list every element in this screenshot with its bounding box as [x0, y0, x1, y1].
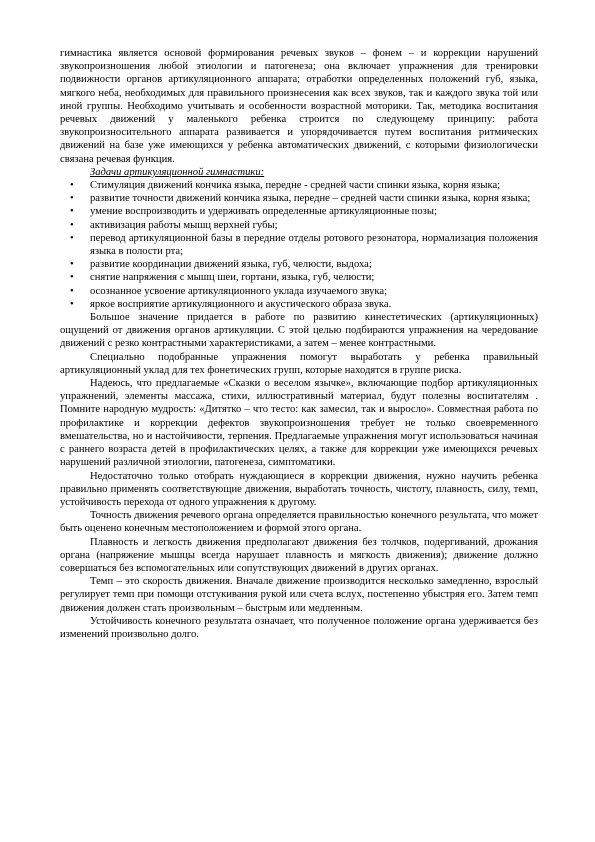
intro-paragraph: гимнастика является основой формирования речевых звуков – фонем – и коррекции нарушений звукопроизношения любой этиологии и патогенеза; она включает упражнения для тренировки подвижности органов артикуляционного аппарата; отработки определенных положений губ, языка, мягкого неба, необходимых для правильного произнесения как всех звуков, так и каждого звука той или иной группы. Необходимо учитывать и особенности возрастной моторики. Так, методика воспитания речевых движений у маленького ребенка строится по следующему принципу: работа звукопроизносительного аппарата развивается и упорядочивается путем воспитания ритмических движений на базе уже имеющихся у ребенка автоматических движений, с которыми физиологически связана речевая функция. — [60, 48, 538, 165]
list-item — [60, 258, 538, 271]
body-paragraph: Надеюсь, что предлагаемые «Сказки о веселом язычке», включающие подбор артикуляционных упражнений, элементы массажа, стихи, иллюстративный материал, будут полезны воспитателям . Помните народную мудрость: «Дитятко – что тесто: как замесил, так и выросло». Совместная работа по профилактике и коррекции дефектов звукопроизношения требует не только своевременного вмешательства, но и настойчивости, терпения. Предлагаемые упражнения могут использоваться начиная с раннего возраста детей в профилактических целях, а также для коррекции уже имеющихся речевых нарушений различной этиологии, патогенеза, симптоматики. — [60, 378, 538, 469]
bullet-icon: • — [70, 285, 74, 297]
bullet-icon: • — [70, 206, 74, 218]
bullet-icon: • — [70, 272, 74, 284]
body-paragraph: Специально подобранные упражнения помогут выработать у ребенка правильный артикуляционный уклад для тех фонетических групп, которые находятся в группе риска. — [60, 351, 538, 376]
list-item — [60, 285, 538, 298]
list-item-text: умение воспроизводить и удерживать определенные артикуляционные позы; — [90, 206, 437, 218]
bullet-icon: • — [70, 298, 74, 310]
list-item-text: перевод артикуляционной базы в передние отделы ротового резонатора, нормализация положения языка в полости рта; — [90, 232, 538, 258]
list-item — [60, 232, 538, 258]
list-item — [60, 192, 538, 205]
body-paragraph: Недостаточно только отобрать нуждающиеся в коррекции движения, нужно научить ребенка правильно применять соответствующие движения, выработать точность, чистоту, плавность, силу, темп, устойчивость перехода от одного упражнения к другому. — [60, 470, 538, 508]
list-item — [60, 219, 538, 232]
list-item-text: активизация работы мышц верхней губы; — [90, 219, 278, 231]
bullet-icon: • — [70, 219, 74, 231]
list-item-text: развитие координации движений языка, губ, челюсти, выдоха; — [90, 259, 372, 271]
list-item-text: развитие точности движений кончика языка, передне – средней части спинки языка, корня языка; — [90, 193, 531, 205]
body-paragraph: Темп – это скорость движения. Вначале движение производится несколько замедленно, взрослый регулирует темп при помощи отстукивания рукой или счета вслух, постепенно убыстряя его. Затем темп движения должен стать произвольным – быстрым или медленным. — [60, 576, 538, 614]
tasks-heading: Задачи артикуляционной гимнастики: — [90, 166, 265, 178]
list-item-text: Стимуляция движений кончика языка, передне - средней части спинки языка, корня языка; — [90, 180, 501, 192]
list-item — [60, 298, 538, 311]
bullet-icon: • — [70, 259, 74, 271]
list-item — [60, 205, 538, 218]
list-item-text: снятие напряжения с мышц шеи, гортани, языка, губ, челюсти; — [90, 272, 375, 284]
list-item — [60, 271, 538, 284]
list-item-text: осознанное усвоение артикуляционного уклада изучаемого звука; — [90, 285, 388, 297]
bullet-icon: • — [70, 232, 74, 244]
body-paragraph: Большое значение придается в работе по развитию кинестетических (артикуляционных) ощущений от движения органов артикуляции. С этой целью подбираются упражнения на чередование движений с резко контрастными характеристиками, а затем – менее контрастными. — [60, 312, 538, 350]
body-paragraph: Устойчивость конечного результата означает, что полученное положение органа удерживается без изменений произвольно долго. — [60, 615, 538, 640]
list-item — [60, 179, 538, 192]
document-page — [60, 47, 538, 641]
tasks-list — [60, 179, 538, 311]
bullet-icon: • — [70, 193, 74, 205]
list-item-text: яркое восприятие артикуляционного и акустического образа звука. — [90, 298, 392, 310]
body-paragraph: Плавность и легкость движения предполагают движения без толчков, подергиваний, дрожания органа (напряжение мышцы всегда нарушает плавность и мягкость движения); движение должно совершаться без вспомогательных или сопутствующих движений в других органах. — [60, 536, 538, 574]
body-paragraph: Точность движения речевого органа определяется правильностью конечного результата, что может быть оценено конечным местоположением и формой этого органа. — [60, 510, 538, 535]
bullet-icon: • — [70, 180, 74, 192]
